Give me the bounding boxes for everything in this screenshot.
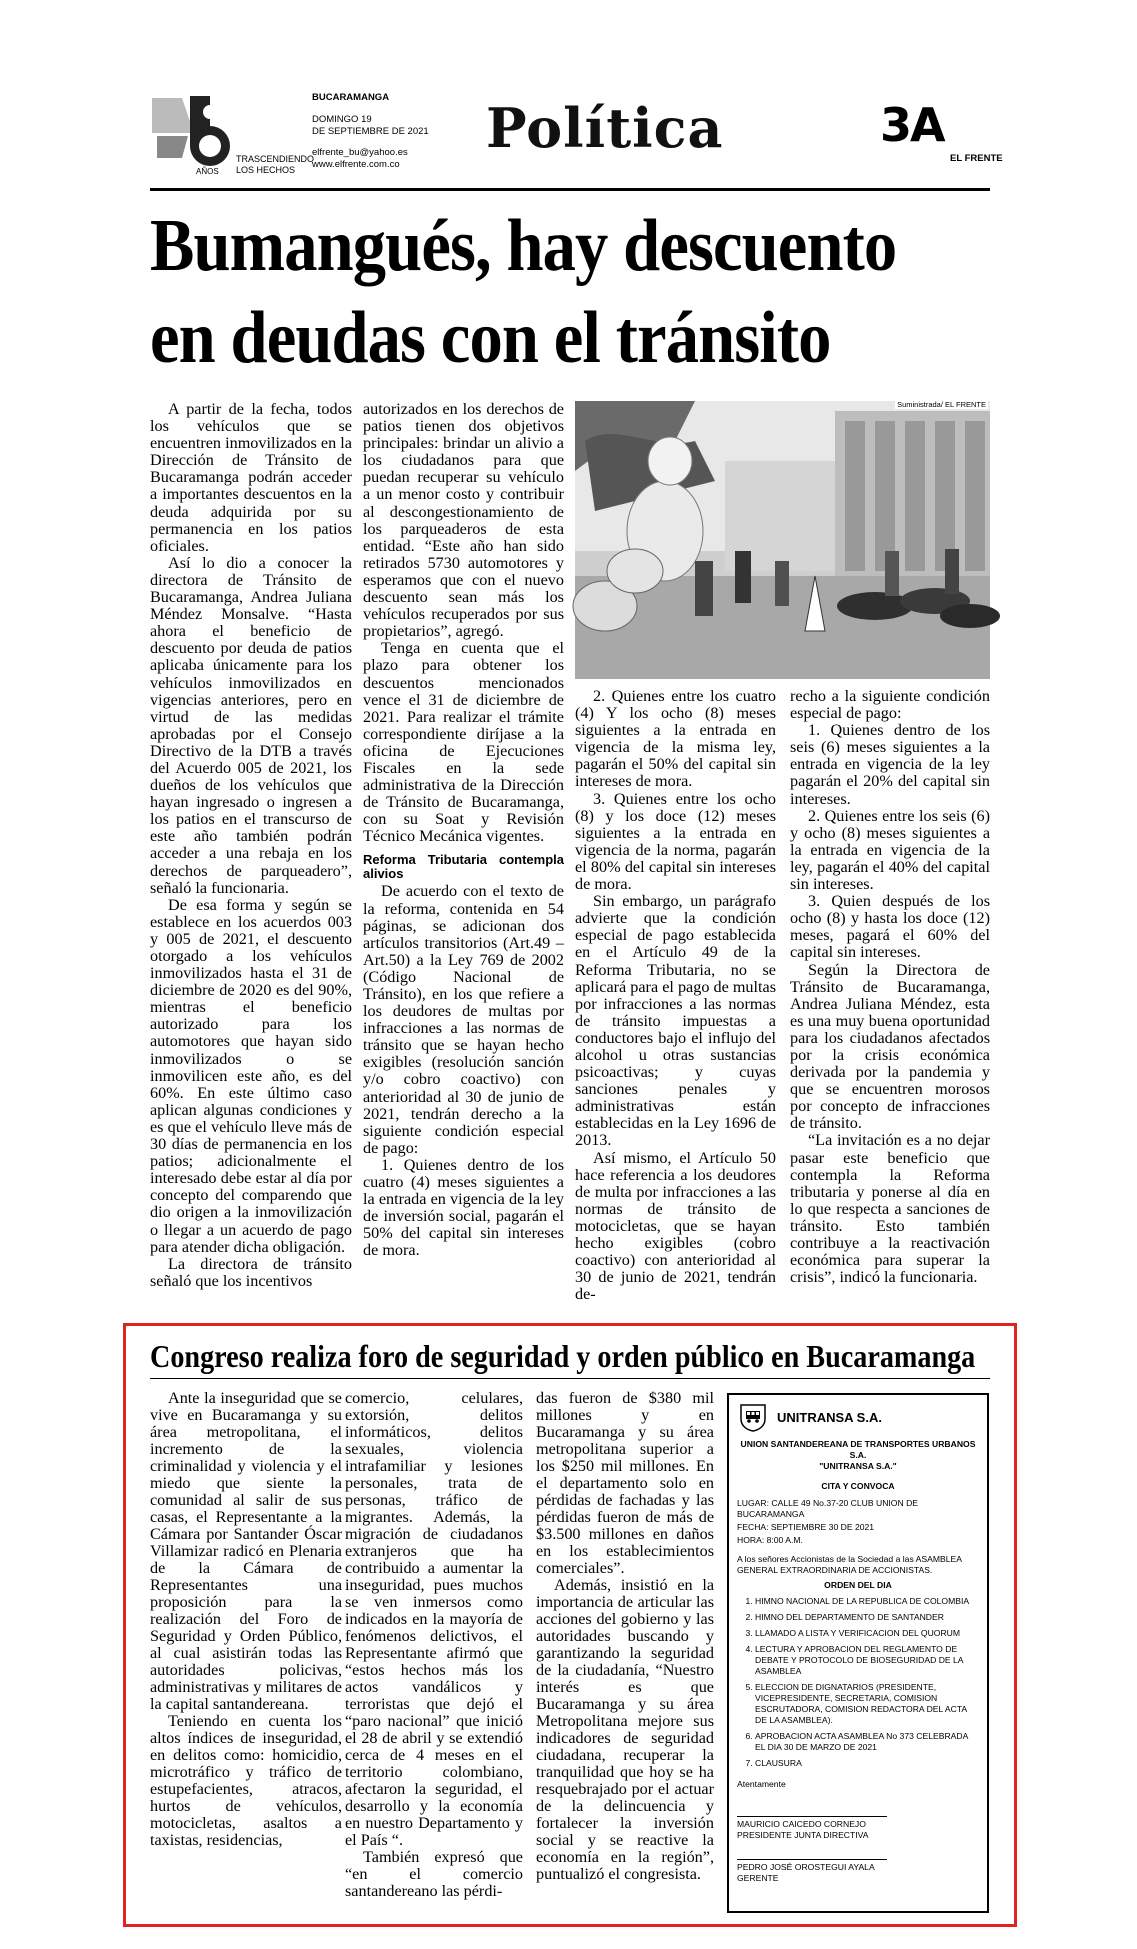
brand-name: EL FRENTE	[950, 153, 1003, 164]
headline-line-2: en deudas con el tránsito	[150, 297, 831, 379]
ad-signatures	[737, 1779, 979, 1884]
paragraph: Así mismo, el Artículo 50 hace referencia a los deudores de multa por infracciones a las normas de tránsito de motocicletas, que se hayan hecho exigibles (cobro coactivo) con anterioridad al 30 de junio de 2021, tendrán de-	[575, 1148, 776, 1304]
paragraph: De acuerdo con el texto de la reforma, contenida en 54 páginas, se adicionan dos artículos transitorios (Art.49 – Art.50) a la Ley 769 de 2002 (Código Nacional de Tránsito), en los que refiere a los deudores de multas por infracciones a las normas de tránsito que se hayan hecho exigibles (resolución sanción y/o cobro coactivo) con anterioridad al 30 de junio de 2021, tendrán derecho a la siguiente condición especial de pago:	[363, 882, 564, 1157]
header-meta	[312, 92, 482, 172]
header-rule	[150, 188, 990, 191]
paragraph: Además, insistió en la importancia de articular las acciones del gobierno y las autoridades buscando y garantizando la seguridad de la ciudadanía, “Nuestro interés es que Bucaramanga y su área Metropolitana mejore sus indicadores de seguridad ciudadana, recuperar la tranquilidad que hoy se ha resquebrajado por el actuar de la delincuencia y fortalecer la inversión social y se reactive la economía en la región”, puntualizó el congresista.	[536, 1576, 714, 1883]
signature-line	[737, 1816, 887, 1817]
paragraph: Ante la inseguridad que se vive en Bucaramanga y su área metropolitana, el incremento de la criminalidad y violencia y el miedo que siente la comunidad al salir de sus casas, el Representante a la Cámara por Santander Óscar Villamizar radicó en Plenaria de la Cámara de Representantes una proposición para la realización del Foro de Seguridad y Orden Público, al cual asistirán todas las autoridades policivas, administrativas y militares de la capital santandereana.	[150, 1389, 342, 1713]
ad-hora: HORA: 8:00 A.M.	[737, 1535, 803, 1545]
sig1-role: PRESIDENTE JUNTA DIRECTIVA	[737, 1830, 869, 1840]
ad-intro: A los señores Accionistas de la Sociedad a las ASAMBLEA GENERAL EXTRAORDINARIA DE ACCIONISTAS.	[737, 1554, 962, 1575]
agenda-item: 2. HIMNO DEL DEPARTAMENTO DE SANTANDER	[755, 1612, 979, 1623]
paragraph: autorizados en los derechos de patios tienen dos objetivos principales: brindar un alivio a los ciudadanos para que puedan recuperar su vehículo a un menor costo y contribuir al descongestionamiento de los parqueaderos de esta entidad. “Este año han sido retirados 5730 automotores y esperamos que con el nuevo descuento sean más los vehículos recuperados por sus propietarios”, agregó.	[363, 400, 564, 641]
paragraph: 3. Quien después de los ocho (8) y hasta los doce (12) meses, pagará el 60% del capital sin intereses.	[790, 892, 990, 962]
paragraph: recho a la siguiente condición especial de pago:	[790, 687, 990, 723]
ad-agenda	[755, 1596, 979, 1769]
header-date-1: DOMINGO 19	[312, 113, 372, 125]
signature-line	[737, 1859, 887, 1860]
paragraph: 2. Quienes entre los seis (6) y ocho (8) meses siguientes a la entrada en vigencia de la ley, pagarán el 40% del capital sin intereses.	[790, 806, 990, 894]
photo-scene	[575, 401, 990, 679]
ad-fecha: FECHA: SEPTIEMBRE 30 DE 2021	[737, 1522, 875, 1532]
header-web[interactable]: www.elfrente.com.co	[312, 159, 400, 170]
photo-credit: Suministrada/ EL FRENTE	[897, 400, 986, 409]
unitransa-notice	[727, 1393, 989, 1913]
logo-years: AÑOS	[196, 167, 219, 176]
paragraph: También expresó que “en el comercio santandereano las pérdi-	[345, 1848, 523, 1900]
headline	[150, 200, 915, 384]
ad-orden: ORDEN DEL DIA	[824, 1580, 892, 1590]
box-title: Congreso realiza foro de seguridad y orden público en Bucaramanga	[150, 1338, 976, 1374]
box-title-rule	[150, 1378, 990, 1379]
page-number: 3A	[880, 98, 944, 152]
subhead: Reforma Tributaria contempla alivios	[363, 852, 564, 882]
box-column-3	[536, 1390, 714, 1915]
agenda-item: 5. ELECCION DE DIGNATARIOS (PRESIDENTE, VICEPRESIDENTE, SECRETARIA, COMISION ESCRUTADORA, COMISION REDACTORA DEL ACTA DE LA ASAMBLEA).	[755, 1682, 979, 1726]
paragraph: Teniendo en cuenta los altos índices de inseguridad, en delitos como: homicidio, microtráfico y tráfico de estupefacientes, atracos, hurtos de vehículos, motocicletas, asaltos a taxistas, residencias,	[150, 1712, 342, 1849]
ad-shortname: "UNITRANSA S.A."	[819, 1461, 897, 1471]
sig1-name: MAURICIO CAICEDO CORNEJO	[737, 1819, 866, 1829]
paragraph: De esa forma y según se establece en los acuerdos 003 y 005 de 2021, el descuento otorgado a los vehículos inmovilizados hasta el 31 de diciembre de 2020 es del 90%, mientras el beneficio autorizado para los automotores que hayan sido inmovilizados o se inmovilicen este año, es del 60%. En este último caso aplican algunas condiciones y es que el vehículo lleve más de 30 días de permanencia en los patios; adicionalmente el interesado debe estar al día por concepto del comparendo que dio origen a la inmovilización o llegar a un acuerdo de pago para atender dicha obligación.	[150, 895, 352, 1256]
article-column-1	[150, 401, 352, 1321]
paragraph: 2. Quienes entre los cuatro (4) Y los ocho (8) meses siguientes a la entrada en vigencia de la misma ley, pagarán el 50% del capital sin intereses de mora.	[575, 687, 776, 791]
paragraph: das fueron de $380 mil millones y en Bucaramanga y su área metropolitana superior a los $250 mil millones. En el departamento solo en pérdidas de fachadas y las pérdidas fueron de más de $3.500 millones en daños en los establecimientos comerciales”.	[536, 1389, 714, 1577]
agenda-item: 4. LECTURA Y APROBACION DEL REGLAMENTO DE DEBATE Y PROTOCOLO DE BIOSEGURIDAD DE LA ASAMBLEA	[755, 1644, 979, 1677]
news-photo	[575, 401, 990, 679]
paragraph: A partir de la fecha, todos los vehículos que se encuentren inmovilizados en la Dirección de Tránsito de Bucaramanga podrán acceder a importantes descuentos en la deuda adquirida por su permanencia en los patios oficiales.	[150, 400, 352, 555]
logo-text-2: LOS HECHOS	[236, 165, 296, 175]
sig2-role: GERENTE	[737, 1873, 779, 1883]
paragraph: 1. Quienes dentro de los seis (6) meses siguientes a la entrada en vigencia de la ley pagarán el 20% del capital sin intereses.	[790, 721, 990, 808]
box-column-2	[345, 1390, 523, 1915]
box-column-1	[150, 1390, 342, 1915]
paragraph: Tenga en cuenta que el plazo para obtener los descuentos mencionados vence el 31 de diciembre de 2021. Para realizar el trámite correspondiente diríjase a la oficina de Ejecuciones Fiscales en la sede administrativa de la Dirección de Tránsito de Bucaramanga, con su Soat y Revisión Técnico Mecánica vigentes.	[363, 639, 564, 846]
paragraph: Según la Directora de Tránsito de Bucaramanga, Andrea Juliana Méndez, esta es una muy buena oportunidad para los ciudadanos afectados por la crisis económica derivada por la pandemia y que se encuentren morosos por concepto de infracciones de tránsito.	[790, 960, 990, 1133]
paragraph: 1. Quienes dentro de los cuatro (4) meses siguientes a la entrada en vigencia de la ley de inversión social, pagarán el 50% del capital sin intereses de mora.	[363, 1155, 564, 1260]
paragraph: 3. Quienes entre los ocho (8) y los doce (12) meses siguientes a la entrada en vigencia de la norma, pagarán el 80% del capital sin intereses de mora.	[575, 789, 776, 894]
article-column-4	[790, 688, 990, 1321]
ad-lugar: LUGAR: CALLE 49 No.37-20 CLUB UNION DE BUCARAMANGA	[737, 1498, 919, 1519]
ad-company: UNITRANSA S.A.	[777, 1409, 882, 1425]
el-frente-logo	[152, 88, 315, 178]
paragraph: “La invitación es a no dejar pasar este beneficio que contempla la Reforma tributaria y ponerse al día en lo que respecta a sanciones de tránsito. Esto también contribuye a la reactivación económica para superar la crisis”, indicó la funcionaria.	[790, 1131, 990, 1287]
article-column-2	[363, 401, 564, 1321]
logo-text-1: TRASCENDIENDO	[236, 154, 315, 164]
headline-line-1: Bumangués, hay descuento	[150, 205, 897, 287]
paragraph: Así lo dio a conocer la directora de Tránsito de Bucaramanga, Andrea Juliana Méndez Monsalve. “Hasta ahora el beneficio de descuento por deuda de patios aplicaba únicamente para los vehículos inmovilizados en vigencias anteriores, pero en virtud de las medidas aprobadas por el Consejo Directivo de la DTB a través del Acuerdo 005 de 2021, los dueños de los vehículos que hayan ingresado o ingresen a los patios en el transcurso de este año también podrán acceder a una rebaja en los derechos de parqueadero”, señaló la funcionaria.	[150, 553, 352, 897]
agenda-item: 3. LLAMADO A LISTA Y VERIFICACION DEL QUORUM	[755, 1628, 979, 1639]
ad-fullname: UNION SANTANDEREANA DE TRANSPORTES URBANOS S.A.	[740, 1439, 976, 1460]
article-column-3	[575, 688, 776, 1321]
header-city: BUCARAMANGA	[312, 92, 390, 103]
agenda-item: 7. CLAUSURA	[755, 1758, 979, 1769]
section-title: Política	[486, 96, 724, 160]
header-date-2: DE SEPTIEMBRE DE 2021	[312, 126, 429, 137]
ad-cita: CITA Y CONVOCA	[821, 1481, 895, 1491]
sig2-name: PEDRO JOSÉ OROSTEGUI AYALA	[737, 1862, 875, 1872]
paragraph: La directora de tránsito señaló que los incentivos	[150, 1254, 352, 1290]
ad-closing: Atentamente	[737, 1779, 786, 1789]
header-email[interactable]: elfrente_bu@yahoo.es	[312, 146, 408, 158]
paragraph: comercio, celulares, extorsión, delitos informáticos, delitos sexuales, violencia intrafamiliar y lesiones personales, trata de personas, tráfico de migrantes. Además, la migración de ciudadanos extranjeros que ha contribuido a aumentar la inseguridad, pues muchos se ven inmersos como indicados en la mayoría de fenómenos delictivos, el Representante afirmó que “estos hechos más los actos vandálicos y terroristas que dejó el “paro nacional” que inició el 28 de abril y se extendió cerca de 4 meses en el territorio colombiano, afectaron la seguridad, el desarrollo y la economía en nuestro Departamento y el País “.	[345, 1389, 523, 1849]
agenda-item: 1. HIMNO NACIONAL DE LA REPUBLICA DE COLOMBIA	[755, 1596, 979, 1607]
agenda-item: 6. APROBACION ACTA ASAMBLEA No 373 CELEBRADA EL DIA 30 DE MARZO DE 2021	[755, 1731, 979, 1753]
unitransa-seal-icon	[737, 1401, 769, 1433]
ad-header	[737, 1401, 979, 1433]
paragraph: Sin embargo, un parágrafo advierte que la condición especial de pago establecida en el Artículo 49 de la Reforma Tributaria, no se aplicará para el pago de multas por infracciones a las normas de tránsito impuestas a conductores bajo el influjo del alcohol u otras sustancias psicoactivas; y cuyas sanciones penales y administrativas están establecidas en la Ley 1696 de 2013.	[575, 892, 776, 1150]
